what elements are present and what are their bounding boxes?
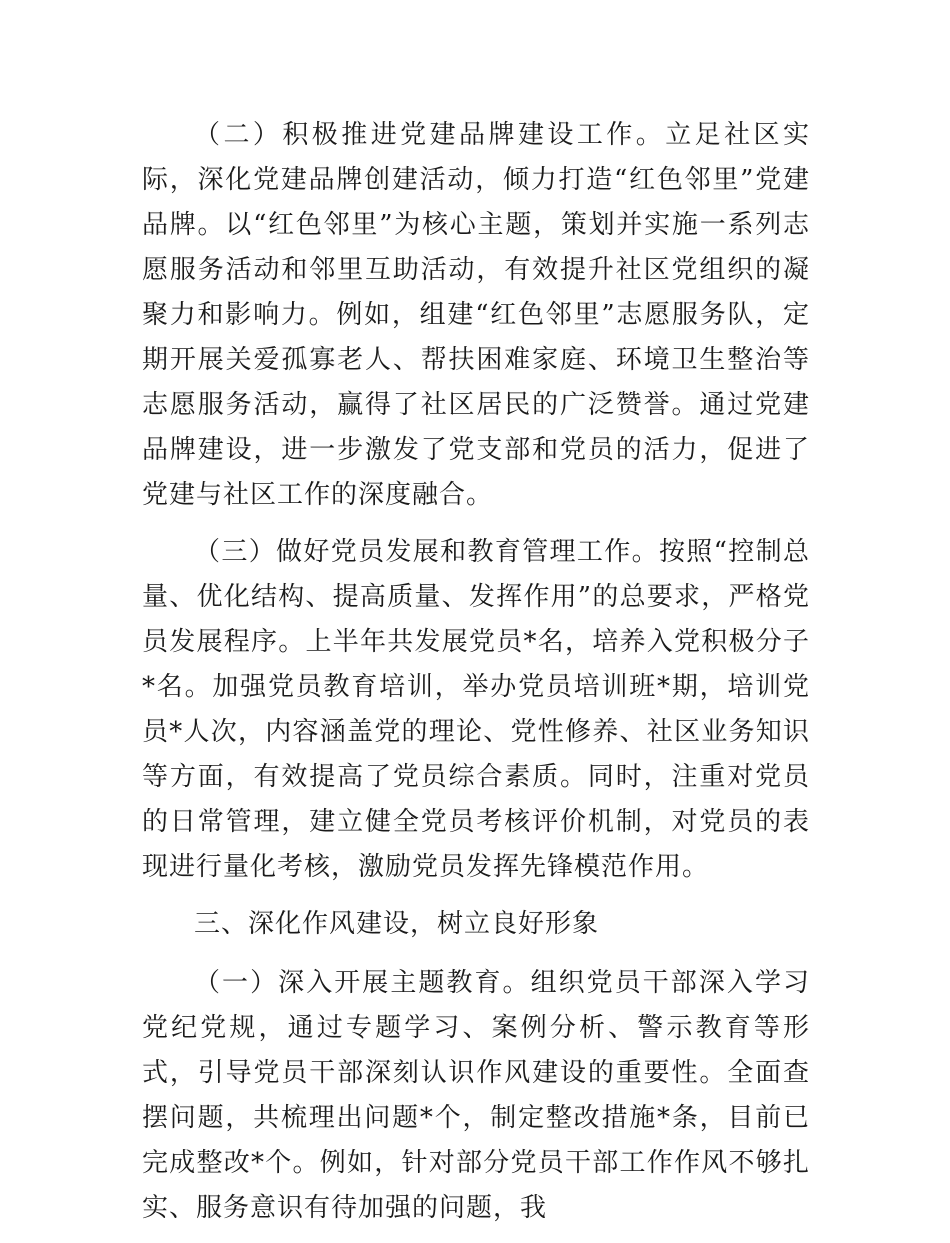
document-body <box>142 113 810 1243</box>
paragraph-theme-education: （一）深入开展主题教育。组织党员干部深入学习党纪党规，通过专题学习、案例分析、警示教育等形式，引导党员干部深刻认识作风建设的重要性。全面查摆问题，共梳理出问题*个，制定整改措施*条，目前已完成整改*个。例如，针对部分党员干部工作作风不够扎实、服务意识有待加强的问题，我 <box>142 968 810 1223</box>
section-heading-work-style: 三、深化作风建设，树立良好形象 <box>194 909 600 939</box>
paragraph-member-development: （三）做好党员发展和教育管理工作。按照“控制总量、优化结构、提高质量、发挥作用”的总要求，严格党员发展程序。上半年共发展党员*名，培养入党积极分子*名。加强党员教育培训，举办党员培训班*期，培训党员*人次，内容涵盖党的理论、党性修养、社区业务知识等方面，有效提高了党员综合素质。同时，注重对党员的日常管理，建立健全党员考核评价机制，对党员的表现进行量化考核，激励党员发挥先锋模范作用。 <box>142 537 810 882</box>
paragraph-party-brand: （二）积极推进党建品牌建设工作。立足社区实际，深化党建品牌创建活动，倾力打造“红色邻里”党建品牌。以“红色邻里”为核心主题，策划并实施一系列志愿服务活动和邻里互助活动，有效提升社区党组织的凝聚力和影响力。例如，组建“红色邻里”志愿服务队，定期开展关爱孤寡老人、帮扶困难家庭、环境卫生整治等志愿服务活动，赢得了社区居民的广泛赞誉。通过党建品牌建设，进一步激发了党支部和党员的活力，促进了党建与社区工作的深度融合。 <box>142 120 810 510</box>
